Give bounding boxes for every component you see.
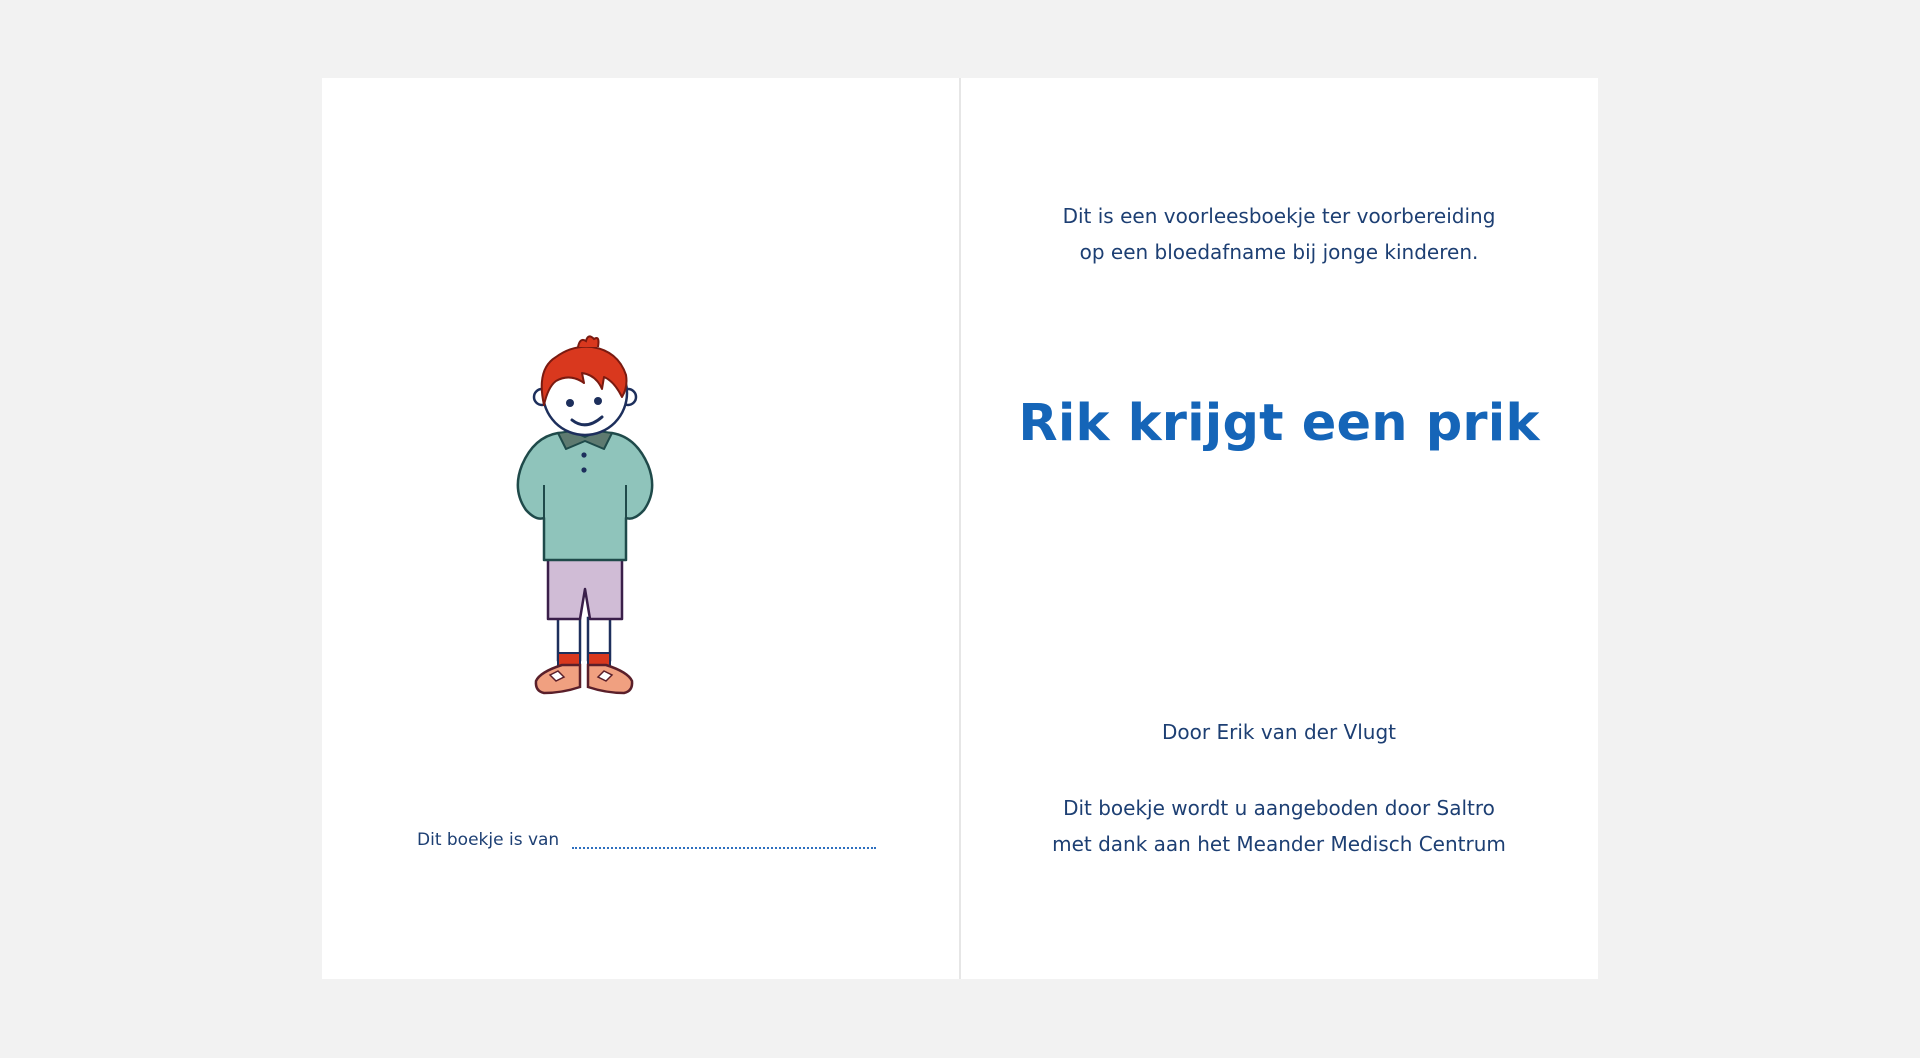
right-page [960, 78, 1598, 979]
intro-line-1: Dit is een voorleesboekje ter voorbereiding [1062, 204, 1496, 228]
owner-name-line [572, 847, 876, 849]
credits-line-1: Dit boekje wordt u aangeboden door Saltro [1063, 796, 1495, 820]
boy-illustration [492, 325, 672, 705]
sponsor-credits [960, 790, 1598, 862]
left-page [322, 78, 960, 979]
book-title: Rik krijgt een prik [1018, 394, 1540, 453]
author-credit: Door Erik van der Vlugt [1162, 720, 1396, 744]
credits-line-2: met dank aan het Meander Medisch Centrum [1052, 832, 1506, 856]
intro-text [960, 198, 1598, 270]
owner-label: Dit boekje is van [417, 830, 560, 850]
intro-line-2: op een bloedafname bij jonge kinderen. [1079, 240, 1479, 264]
book-spread [322, 78, 1598, 979]
